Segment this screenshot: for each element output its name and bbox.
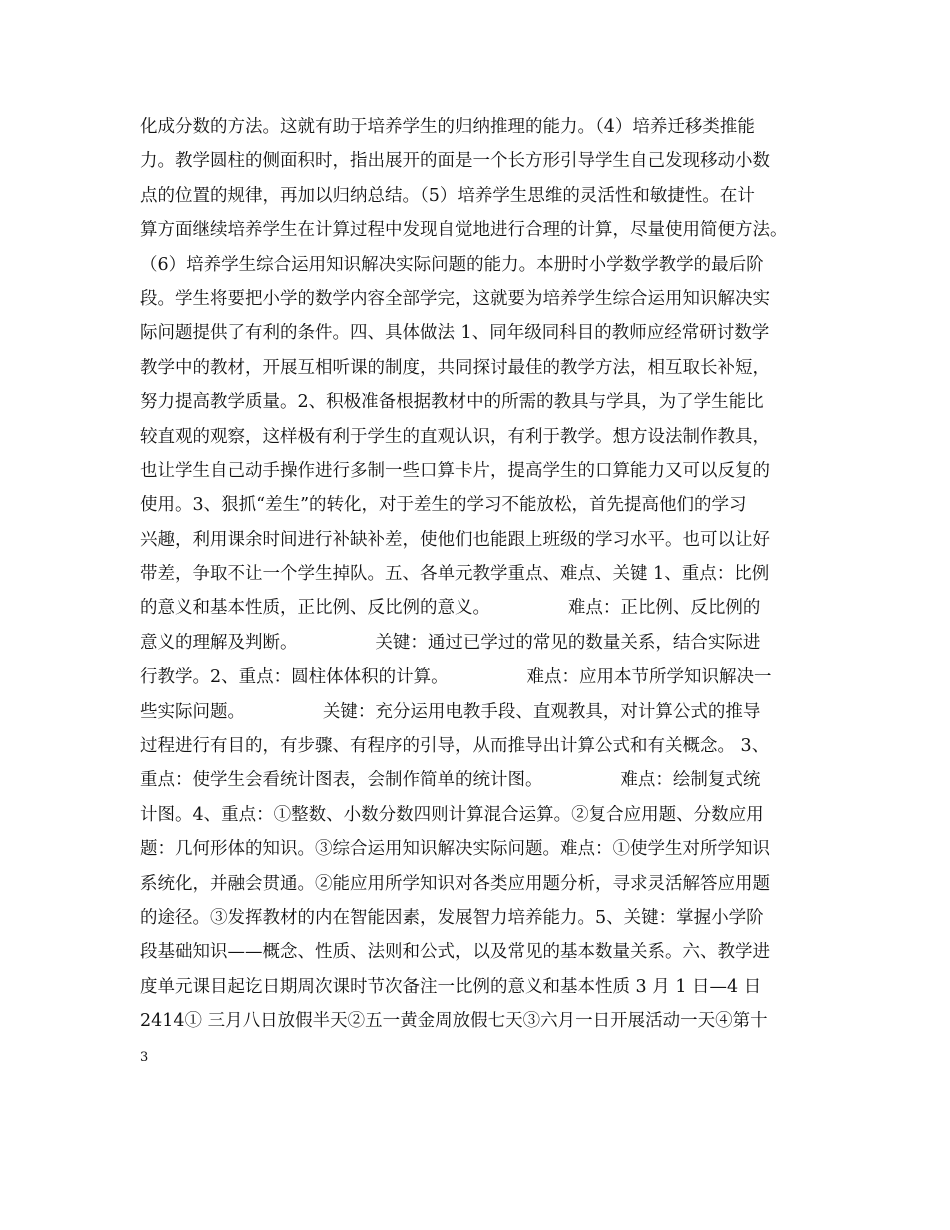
text-line: 的途径。③发挥教材的内在智能因素，发展智力培养能力。5、关键：掌握小学阶 (140, 907, 764, 928)
text-line: 过程进行有目的，有步骤、有程序的引导，从而推导出计算公式和有关概念。 3、 (140, 736, 770, 757)
text-line: 的意义和基本性质，正比例、反比例的意义。 难点：正比例、反比例的 (140, 598, 761, 619)
text-line: 算方面继续培养学生在计算过程中发现自觉地进行合理的计算，尽量使用简便方法。 (140, 220, 788, 241)
text-line: 行教学。2、重点：圆柱体体积的计算。 难点：应用本节所学知识解决一 (140, 667, 772, 688)
text-line: 2414① 三月八日放假半天②五一黄金周放假七天③六月一日开展活动一天④第十 (140, 1011, 768, 1032)
text-line: 力。教学圆柱的侧面积时，指出展开的面是一个长方形引导学生自己发现移动小数 (140, 151, 770, 172)
text-line: 点的位置的规律，再加以归纳总结。（5）培养学生思维的灵活性和敏捷性。在计 (140, 185, 755, 206)
body-text (140, 110, 830, 1039)
text-line: 带差，争取不让一个学生掉队。五、各单元教学重点、难点、关键 1、重点：比例 (140, 564, 770, 585)
text-line: 计图。4、重点：①整数、小数分数四则计算混合运算。②复合应用题、分数应用 (140, 804, 764, 825)
text-line: 兴趣，利用课余时间进行补缺补差，使他们也能跟上班级的学习水平。也可以让好 (140, 529, 770, 550)
text-line: 际问题提供了有利的条件。四、具体做法 1、同年级同科目的教师应经常研讨数学 (140, 323, 770, 344)
text-line: 教学中的教材，开展互相听课的制度，共同探讨最佳的教学方法，相互取长补短， (140, 357, 770, 378)
text-line: 意义的理解及判断。 关键：通过已学过的常见的数量关系，结合实际进 (140, 632, 761, 653)
text-line: 使用。3、狠抓“差生”的转化，对于差生的学习不能放松，首先提高他们的学习 (140, 495, 747, 516)
page-number: 3 (140, 1050, 149, 1065)
text-line: 段。学生将要把小学的数学内容全部学完，这就要为培养学生综合运用知识解决实 (140, 288, 770, 309)
text-line: 重点：使学生会看统计图表，会制作简单的统计图。 难点：绘制复式统 (140, 770, 761, 791)
text-line: 努力提高教学质量。2、积极准备根据教材中的所需的教具与学具，为了学生能比 (140, 392, 764, 413)
text-line: 化成分数的方法。这就有助于培养学生的归纳推理的能力。（4）培养迁移类推能 (140, 117, 755, 137)
text-line: 题：几何形体的知识。③综合运用知识解决实际问题。难点：①使学生对所学知识 (140, 839, 770, 860)
text-line: 也让学生自己动手操作进行多制一些口算卡片，提高学生的口算能力又可以反复的 (140, 460, 770, 481)
text-line: 度单元课目起讫日期周次课时节次备注一比例的意义和基本性质 3 月 1 日—4 日 (140, 976, 762, 997)
text-line: （6）培养学生综合运用知识解决实际问题的能力。本册时小学数学教学的最后阶 (140, 254, 764, 275)
text-line: 段基础知识——概念、性质、法则和公式，以及常见的基本数量关系。六、教学进 (140, 942, 770, 963)
text-line: 系统化，并融会贯通。②能应用所学知识对各类应用题分析，寻求灵活解答应用题 (140, 873, 770, 894)
text-line: 些实际问题。 关键：充分运用电教手段、直观教具，对计算公式的推导 (140, 701, 761, 722)
text-line: 较直观的观察，这样极有利于学生的直观认识，有利于教学。想方设法制作教具， (140, 426, 770, 447)
